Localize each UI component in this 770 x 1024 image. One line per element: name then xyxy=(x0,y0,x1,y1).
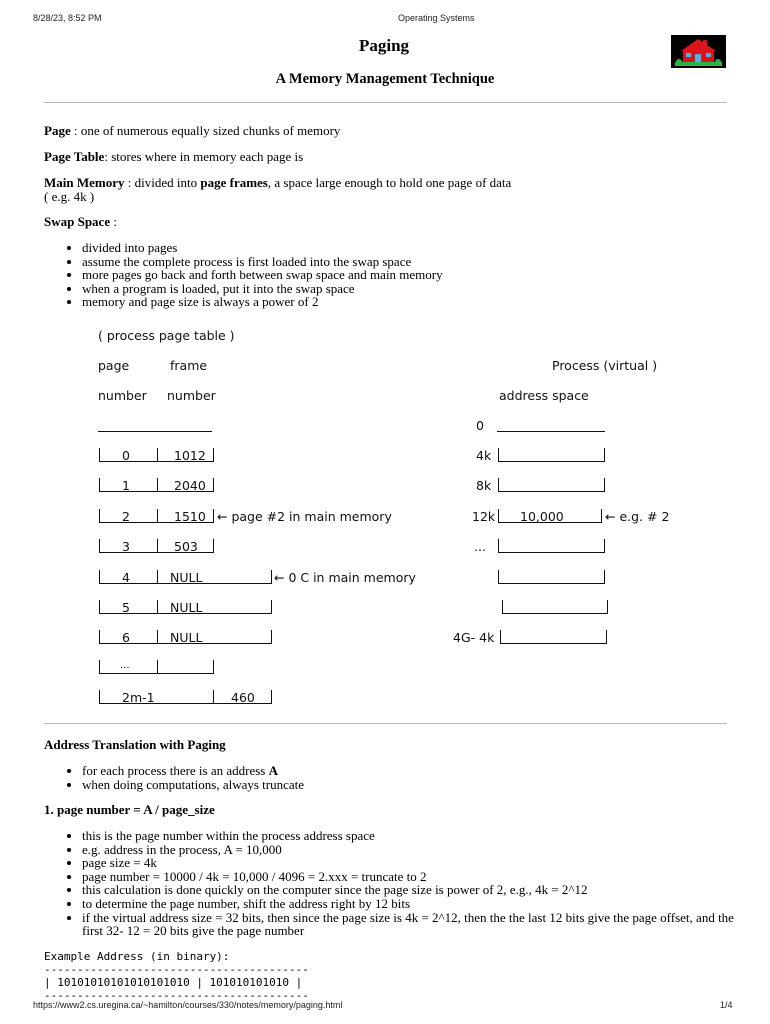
step-heading: 1. page number = A / page_size xyxy=(44,802,215,817)
annotation-addr: ← e.g. # 2 xyxy=(605,509,670,524)
print-site-title: Operating Systems xyxy=(398,13,475,23)
frame-number: 503 xyxy=(174,539,198,554)
section-heading: Address Translation with Paging xyxy=(44,737,226,752)
page-number: 5 xyxy=(122,600,130,615)
annotation-page-2: ← page #2 in main memory xyxy=(217,509,392,524)
page-title: Paging xyxy=(358,36,410,55)
addr-label: 4k xyxy=(476,448,492,463)
example-address-dash-2: ---------------------------------------- xyxy=(44,989,309,1002)
addr-label: 4G- 4k xyxy=(453,630,495,645)
page-number: 3 xyxy=(122,539,130,554)
page-number: 0 xyxy=(122,448,130,463)
list-item: • if the virtual address size = 32 bits, then since the page size is 4k = 2^12, then the the last 12 bits give the page offset, and the first 32- 12 = 20 bits give the page number xyxy=(82,911,742,938)
annotation-page-4: ← 0 C in main memory xyxy=(274,570,416,585)
page-number: ... xyxy=(120,660,130,671)
list-item: • page number = 10000 / 4k = 10,000 / 4096 = 2.xxx = truncate to 2 xyxy=(82,870,742,884)
print-url[interactable]: https://www2.cs.uregina.ca/~hamilton/courses/330/notes/memory/paging.html xyxy=(33,1000,343,1010)
col-page-label: page xyxy=(98,358,130,373)
page-number: 1 xyxy=(122,478,130,493)
def-page-table: Page Table: stores where in memory each page is xyxy=(44,149,304,164)
list-item: • this calculation is done quickly on the computer since the page size is power of 2, e.g., 4k = 2^12 xyxy=(82,883,742,897)
def-main-memory: Main Memory : divided into page frames, a space large enough to hold one page of data ( e.g. 4k ) xyxy=(44,175,512,204)
list-item: • divided into pages xyxy=(82,241,742,255)
virtual-space-title: Process (virtual ) xyxy=(552,358,658,373)
frame-number: NULL xyxy=(170,570,203,585)
example-address-label: Example Address (in binary): xyxy=(44,950,230,963)
page-number: 6 xyxy=(122,630,130,645)
list-item: • page size = 4k xyxy=(82,856,742,870)
list-item: • for each process there is an address A xyxy=(82,764,742,778)
list-item: • e.g. address in the process, A = 10,000 xyxy=(82,843,742,857)
col-frame-label: frame xyxy=(170,358,208,373)
def-page: Page : one of numerous equally sized chunks of memory xyxy=(44,123,341,138)
example-address-dash: ---------------------------------------- xyxy=(44,963,309,976)
divider-middle xyxy=(44,723,727,724)
virtual-space-subtitle: address space xyxy=(499,388,589,403)
page-number: 2 xyxy=(122,509,130,524)
def-swap-space: Swap Space : xyxy=(44,214,117,229)
addr-label: 0 xyxy=(476,418,484,433)
frame-number: NULL xyxy=(170,630,203,645)
figure-caption: ( process page table ) xyxy=(98,328,235,343)
addr-value: 10,000 xyxy=(520,509,564,524)
step1-bullets xyxy=(64,829,742,938)
frame-number: 1510 xyxy=(174,509,206,524)
print-datetime: 8/28/23, 8:52 PM xyxy=(33,13,102,23)
list-item: • when doing computations, always truncate xyxy=(82,778,742,792)
page-number: 2m-1 xyxy=(122,690,155,705)
list-item: • more pages go back and forth between swap space and main memory xyxy=(82,268,742,282)
divider-top xyxy=(44,102,727,103)
col-frame-label-2: number xyxy=(167,388,216,403)
example-address-binary: | 10101010101010101010 | 101010101010 | xyxy=(44,976,303,989)
list-item: • memory and page size is always a power of 2 xyxy=(82,295,742,309)
list-item: • this is the page number within the process address space xyxy=(82,829,742,843)
frame-number: NULL xyxy=(170,600,203,615)
swap-bullets xyxy=(64,241,742,309)
page-number: 4 xyxy=(122,570,130,585)
list-item: • to determine the page number, shift the address right by 12 bits xyxy=(82,897,742,911)
col-page-label-2: number xyxy=(98,388,147,403)
addr-label: 8k xyxy=(476,478,492,493)
addr-label: ... xyxy=(474,539,486,554)
frame-number: 460 xyxy=(231,690,255,705)
table-top-line xyxy=(98,431,212,432)
home-icon[interactable] xyxy=(671,35,726,68)
frame-number: 2040 xyxy=(174,478,206,493)
list-item: • when a program is loaded, put it into the swap space xyxy=(82,282,742,296)
frame-number: 1012 xyxy=(174,448,206,463)
list-item: • assume the complete process is first loaded into the swap space xyxy=(82,255,742,269)
addr-label: 12k xyxy=(472,509,496,524)
print-page-number: 1/4 xyxy=(720,1000,733,1010)
translation-bullets xyxy=(64,764,742,791)
page-subtitle: A Memory Management Technique xyxy=(275,71,495,87)
